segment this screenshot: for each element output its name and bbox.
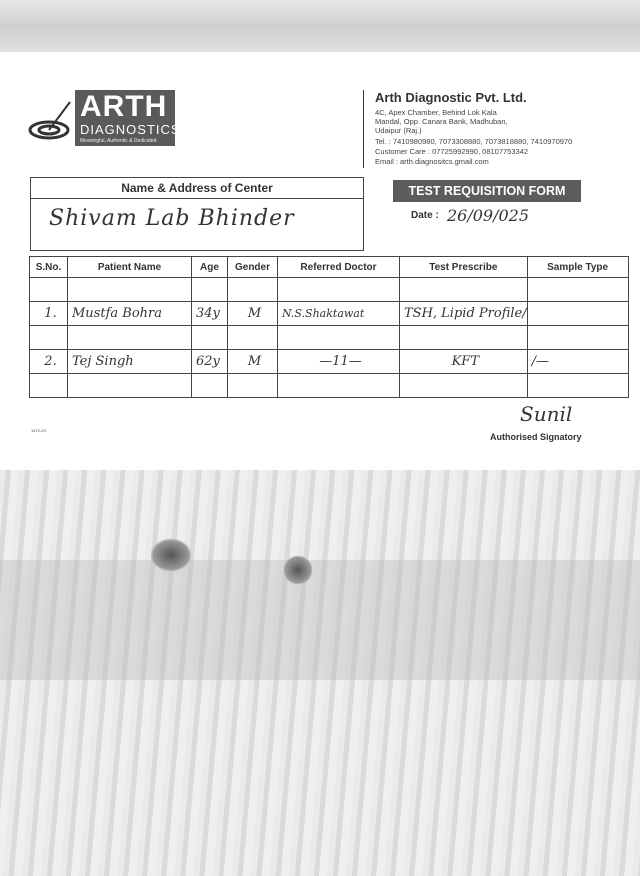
center-box (30, 177, 364, 251)
cell (527, 278, 628, 302)
company-logo (28, 88, 181, 150)
logo-title: ARTH (80, 90, 168, 123)
cell (278, 278, 400, 302)
date-label: Date : (411, 210, 439, 221)
scan-noise-top (0, 0, 640, 52)
cell (68, 326, 192, 350)
form-code: 1472-23 (31, 428, 46, 433)
doctor-cell: N.S.Shaktawat (278, 302, 400, 326)
date-value: 26/09/025 (447, 206, 530, 225)
signature: Sunil (520, 402, 573, 426)
address-line: 4C, Apex Chamber, Behind Lok Kala (375, 108, 497, 117)
age-cell: 34y (192, 302, 228, 326)
cell (400, 326, 528, 350)
cell (30, 278, 68, 302)
sample-cell (527, 302, 628, 326)
cell (278, 326, 400, 350)
scan-noise-band (0, 560, 640, 680)
patient-name-cell: Tej Singh (68, 350, 192, 374)
cell (192, 374, 228, 398)
cell (30, 326, 68, 350)
authorised-signatory-label: Authorised Signatory (490, 432, 582, 442)
doctor-cell: —11— (278, 350, 400, 374)
test-cell: TSH, Lipid Profile/ (400, 302, 528, 326)
address-line: Udaipur (Raj.) (375, 126, 422, 135)
cell (400, 278, 528, 302)
col-header: Test Prescribe (400, 257, 528, 278)
table-row (30, 326, 629, 350)
col-header: Gender (228, 257, 278, 278)
address-line: Mandal, Opp. Canara Bank, Madhuban, (375, 117, 508, 126)
company-name: Arth Diagnostic Pvt. Ltd. (375, 90, 527, 105)
cell (527, 374, 628, 398)
age-cell: 62y (192, 350, 228, 374)
cell (68, 374, 192, 398)
form-title: TEST REQUISITION FORM (393, 180, 581, 202)
cell (228, 278, 278, 302)
customer-care: Customer Care : 07725992990, 08107753342 (375, 147, 529, 156)
patient-name-cell: Mustfa Bohra (68, 302, 192, 326)
cell (30, 374, 68, 398)
col-header: Sample Type (527, 257, 628, 278)
center-heading: Name & Address of Center (31, 178, 363, 199)
sample-cell: /— (527, 350, 628, 374)
cell (228, 326, 278, 350)
cell (278, 374, 400, 398)
table-row (30, 374, 629, 398)
col-header: Age (192, 257, 228, 278)
header-divider (363, 90, 364, 168)
ink-smudge (283, 555, 313, 585)
cell (400, 374, 528, 398)
requisition-table (29, 256, 629, 398)
serial-cell: 2. (30, 350, 68, 374)
test-cell: KFT (400, 350, 528, 374)
cell (68, 278, 192, 302)
table-row (30, 350, 629, 374)
serial-cell: 1. (30, 302, 68, 326)
logo-tagline: Meaningful, Authentic & Dedicated (80, 138, 157, 144)
target-logo-icon (28, 100, 74, 140)
gender-cell: M (228, 350, 278, 374)
table-row (30, 302, 629, 326)
gender-cell: M (228, 302, 278, 326)
ink-smudge (150, 538, 192, 572)
col-header: S.No. (30, 257, 68, 278)
telephone: Tel. : 7410980980, 7073308880, 7073818880, 7410970970 (375, 137, 573, 146)
center-name: Shivam Lab Bhinder (49, 206, 295, 231)
table-row (30, 278, 629, 302)
col-header: Patient Name (68, 257, 192, 278)
email: Email : arth.diagnositcs.gmail.com (375, 157, 489, 166)
logo-subtitle: DIAGNOSTICS (80, 122, 181, 137)
cell (192, 326, 228, 350)
cell (527, 326, 628, 350)
table-header-row (30, 257, 629, 278)
col-header: Referred Doctor (278, 257, 400, 278)
cell (192, 278, 228, 302)
cell (228, 374, 278, 398)
